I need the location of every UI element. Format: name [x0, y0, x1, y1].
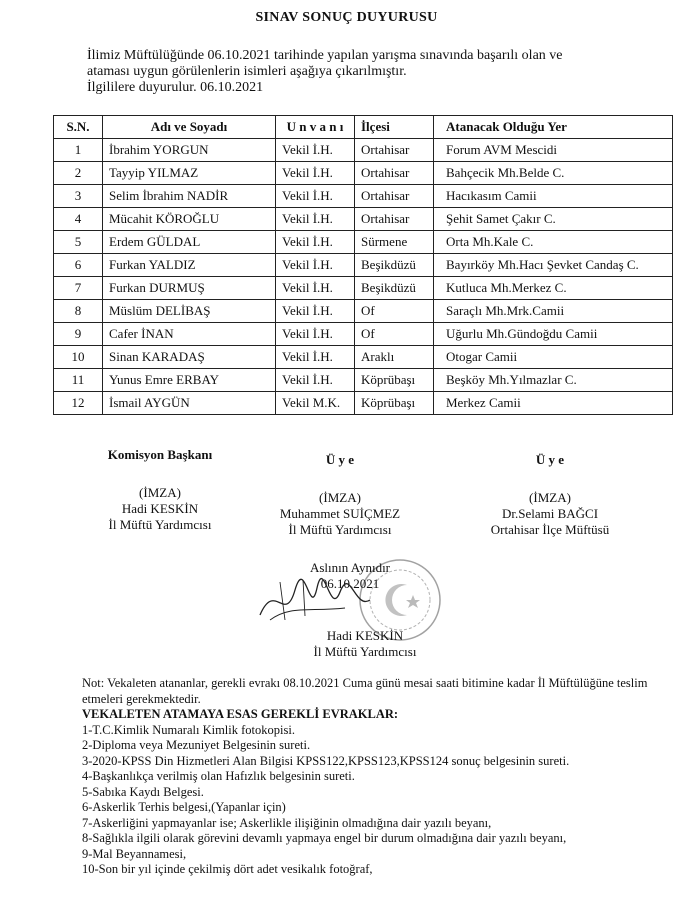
- cell-location: Şehit Samet Çakır C.: [434, 208, 673, 231]
- cell-name: Mücahit KÖROĞLU: [103, 208, 276, 231]
- cell-location: Forum AVM Mescidi: [434, 139, 673, 162]
- cell-title: Vekil İ.H.: [276, 254, 355, 277]
- cell-district: Sürmene: [355, 231, 434, 254]
- table-row: [54, 369, 673, 392]
- requirements-list: [82, 723, 682, 878]
- notes-section: [82, 676, 682, 878]
- table-row: [54, 231, 673, 254]
- signature-name: Muhammet SUİÇMEZ: [279, 506, 401, 521]
- signature-title: İl Müftü Yardımcısı: [288, 522, 392, 537]
- cell-location: Kutluca Mh.Merkez C.: [434, 277, 673, 300]
- table-row: [54, 277, 673, 300]
- cell-title: Vekil M.K.: [276, 392, 355, 415]
- requirement-item: 2-Diploma veya Mezuniyet Belgesinin sureti.: [82, 738, 311, 752]
- requirement-item: 1-T.C.Kimlik Numaralı Kimlik fotokopisi.: [82, 722, 295, 737]
- cell-location: Saraçlı Mh.Mrk.Camii: [434, 300, 673, 323]
- table-row: [54, 185, 673, 208]
- signature-name: Dr.Selami BAĞCI: [501, 506, 599, 521]
- table-row: [54, 162, 673, 185]
- certification-line: Aslının Aynıdır: [309, 560, 391, 575]
- signature-name: Hadi KESKİN: [121, 501, 199, 516]
- cell-location: Bayırköy Mh.Hacı Şevket Candaş C.: [434, 254, 673, 277]
- cell-location: Hacıkasım Camii: [434, 185, 673, 208]
- cell-district: Ortahisar: [355, 185, 434, 208]
- cell-title: Vekil İ.H.: [276, 185, 355, 208]
- cell-title: Vekil İ.H.: [276, 231, 355, 254]
- cell-title: Vekil İ.H.: [276, 277, 355, 300]
- signature-imza: (İMZA): [319, 490, 361, 505]
- cell-district: Köprübaşı: [355, 369, 434, 392]
- cell-sn: 4: [54, 208, 103, 231]
- table-row: [54, 346, 673, 369]
- requirements-heading: VEKALETEN ATAMAYA ESAS GEREKLİ EVRAKLAR:: [82, 707, 399, 721]
- header-sn: S.N.: [54, 116, 103, 139]
- cell-district: Ortahisar: [355, 208, 434, 231]
- cell-name: Yunus Emre ERBAY: [103, 369, 276, 392]
- cell-sn: 3: [54, 185, 103, 208]
- document-title: SINAV SONUÇ DUYURUSU: [255, 10, 438, 25]
- table-row: [54, 300, 673, 323]
- cell-district: Ortahisar: [355, 139, 434, 162]
- header-location: Atanacak Olduğu Yer: [434, 116, 673, 139]
- certification-date: 06.10.2021: [320, 576, 380, 591]
- cell-location: Uğurlu Mh.Gündoğdu Camii: [434, 323, 673, 346]
- cell-sn: 2: [54, 162, 103, 185]
- signature-block-member-1: [240, 452, 440, 538]
- header-name: Adı ve Soyadı: [103, 116, 276, 139]
- signature-imza: (İMZA): [139, 485, 181, 500]
- handwritten-signature: [255, 570, 375, 630]
- cell-name: Furkan YALDIZ: [103, 254, 276, 277]
- cell-district: Köprübaşı: [355, 392, 434, 415]
- cell-district: Beşikdüzü: [355, 254, 434, 277]
- signature-role: Komisyon Başkanı: [107, 447, 213, 462]
- cell-sn: 10: [54, 346, 103, 369]
- cell-sn: 6: [54, 254, 103, 277]
- cell-title: Vekil İ.H.: [276, 300, 355, 323]
- signature-imza: (İMZA): [529, 490, 571, 505]
- cell-title: Vekil İ.H.: [276, 162, 355, 185]
- table-row: [54, 139, 673, 162]
- cell-name: İbrahim YORGUN: [103, 139, 276, 162]
- cell-location: Beşköy Mh.Yılmazlar C.: [434, 369, 673, 392]
- note-paragraph: Not: Vekaleten atananlar, gerekli evrakı 08.10.2021 Cuma günü mesai saati bitimine kadar İl Müftülüğüne teslim etmeleri gerekmektedir.: [82, 676, 648, 706]
- signature-title: İl Müftü Yardımcısı: [108, 517, 212, 532]
- requirement-item: 4-Başkanlıkça verilmiş olan Hafızlık belgesinin sureti.: [82, 769, 355, 783]
- cell-sn: 8: [54, 300, 103, 323]
- signature-block-member-2: [440, 452, 660, 538]
- cell-sn: 5: [54, 231, 103, 254]
- cell-title: Vekil İ.H.: [276, 346, 355, 369]
- table-row: [54, 323, 673, 346]
- cell-name: Furkan DURMUŞ: [103, 277, 276, 300]
- cell-district: Beşikdüzü: [355, 277, 434, 300]
- cell-sn: 7: [54, 277, 103, 300]
- cell-title: Vekil İ.H.: [276, 323, 355, 346]
- results-table: [53, 115, 673, 415]
- intro-line-1: İlimiz Müftülüğünde 06.10.2021 tarihinde yapılan yarışma sınavında başarılı olan ve: [87, 48, 563, 63]
- cell-location: Bahçecik Mh.Belde C.: [434, 162, 673, 185]
- requirement-item: 6-Askerlik Terhis belgesi,(Yapanlar için): [82, 800, 286, 814]
- cell-district: Of: [355, 323, 434, 346]
- requirement-item: 3-2020-KPSS Din Hizmetleri Alan Bilgisi KPSS122,KPSS123,KPSS124 sonuç belgesinin sureti.: [82, 753, 570, 768]
- requirement-item: 10-Son bir yıl içinde çekilmiş dört adet vesikalık fotoğraf,: [82, 862, 373, 876]
- cell-name: Müslüm DELİBAŞ: [103, 300, 276, 323]
- cell-sn: 11: [54, 369, 103, 392]
- certification-signer: [255, 628, 475, 660]
- header-district: İlçesi: [355, 116, 434, 139]
- cell-name: Cafer İNAN: [103, 323, 276, 346]
- cell-title: Vekil İ.H.: [276, 139, 355, 162]
- cell-name: Sinan KARADAŞ: [103, 346, 276, 369]
- cell-name: İsmail AYGÜN: [103, 392, 276, 415]
- cell-sn: 1: [54, 139, 103, 162]
- cell-location: Otogar Camii: [434, 346, 673, 369]
- cell-title: Vekil İ.H.: [276, 208, 355, 231]
- cell-sn: 12: [54, 392, 103, 415]
- cell-name: Erdem GÜLDAL: [103, 231, 276, 254]
- cell-name: Selim İbrahim NADİR: [103, 185, 276, 208]
- signature-block-chair: [60, 447, 260, 533]
- table-header-row: [54, 116, 673, 139]
- intro-line-3: İlgililere duyurulur. 06.10.2021: [87, 80, 264, 95]
- cell-name: Tayyip YILMAZ: [103, 162, 276, 185]
- cell-sn: 9: [54, 323, 103, 346]
- requirement-item: 5-Sabıka Kaydı Belgesi.: [82, 784, 204, 799]
- requirement-item: 9-Mal Beyannamesi,: [82, 846, 187, 861]
- signature-role: Ü y e: [535, 452, 565, 467]
- intro-line-2: ataması uygun görülenlerin isimleri aşağıya çıkarılmıştır.: [87, 64, 407, 79]
- requirement-item: 8-Sağlıkla ilgili olarak görevini devamlı yapmaya engel bir durum olmadığına dair yazılı beyanı,: [82, 831, 567, 845]
- requirement-item: 7-Askerliğini yapmayanlar ise; Askerlikle ilişiğinin olmadığına dair yazılı beyanı,: [82, 815, 492, 830]
- cell-location: Merkez Camii: [434, 392, 673, 415]
- cell-district: Of: [355, 300, 434, 323]
- certification-name: Hadi KESKİN: [326, 628, 404, 643]
- table-row: [54, 392, 673, 415]
- cell-location: Orta Mh.Kale C.: [434, 231, 673, 254]
- cell-district: Ortahisar: [355, 162, 434, 185]
- table-row: [54, 254, 673, 277]
- cell-district: Araklı: [355, 346, 434, 369]
- cell-title: Vekil İ.H.: [276, 369, 355, 392]
- signature-title: Ortahisar İlçe Müftüsü: [490, 522, 610, 537]
- header-title: U n v a n ı: [276, 116, 355, 139]
- certification-title: İl Müftü Yardımcısı: [313, 644, 417, 659]
- signature-role: Ü y e: [325, 452, 355, 467]
- table-row: [54, 208, 673, 231]
